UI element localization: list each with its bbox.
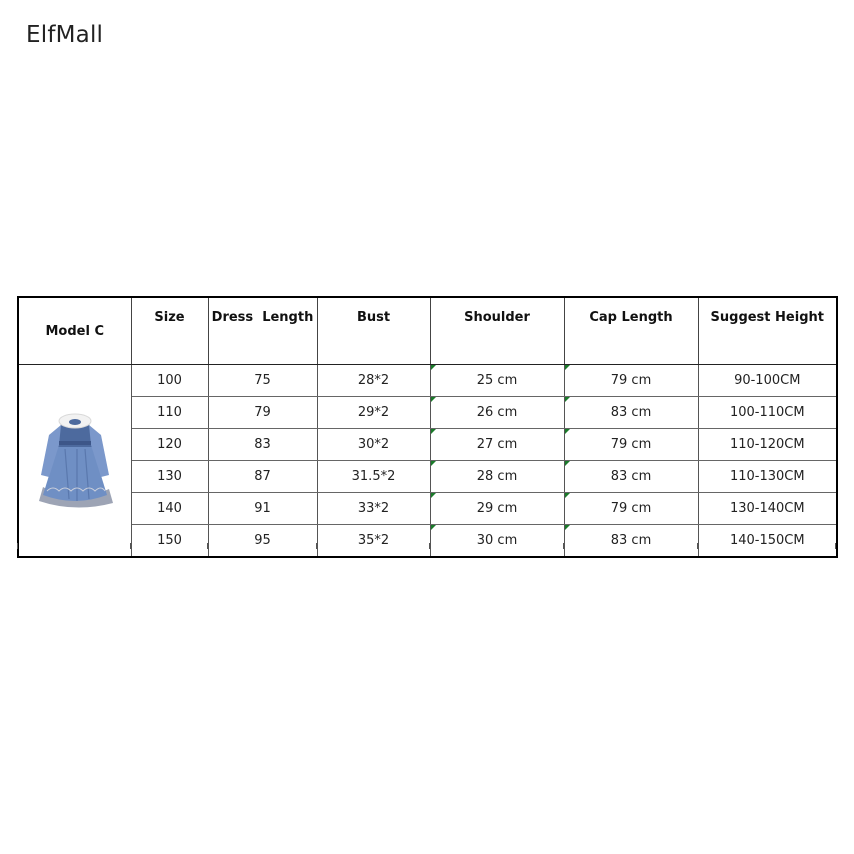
table-row [18,493,837,525]
cell-cap-length: 79 cm [564,493,698,525]
cell-cap-length: 83 cm [564,397,698,429]
cell-shoulder: 26 cm [430,397,564,429]
table-row [18,525,837,558]
cell-size: 140 [131,493,208,525]
cell-cap-length: 79 cm [564,365,698,397]
header-shoulder: Shoulder [430,297,564,365]
cell-dress-length: 83 [208,429,317,461]
cell-suggest-height: 130-140CM [698,493,837,525]
header-dress-length: Dress Length [208,297,317,365]
table-bottom-gridline-stubs [17,543,836,549]
brand-logo-text: ElfMall [26,22,104,48]
table-row [18,429,837,461]
cell-bust: 29*2 [317,397,430,429]
cell-size: 120 [131,429,208,461]
cell-size: 130 [131,461,208,493]
table-row [18,397,837,429]
header-suggest-height: Suggest Height [698,297,837,365]
cell-dress-length: 95 [208,525,317,558]
cell-size: 110 [131,397,208,429]
cell-bust: 30*2 [317,429,430,461]
cell-size: 150 [131,525,208,558]
cell-bust: 31.5*2 [317,461,430,493]
model-label: Model C [18,297,131,365]
header-cap-length: Cap Length [564,297,698,365]
header-size: Size [131,297,208,365]
dress-image [33,409,117,513]
cell-dress-length: 91 [208,493,317,525]
cell-suggest-height: 140-150CM [698,525,837,558]
size-chart-table [17,296,838,558]
header-bust: Bust [317,297,430,365]
product-image-cell [18,365,131,558]
cell-shoulder: 28 cm [430,461,564,493]
table-row [18,461,837,493]
cell-bust: 28*2 [317,365,430,397]
cell-shoulder: 29 cm [430,493,564,525]
cell-cap-length: 79 cm [564,429,698,461]
cell-suggest-height: 110-120CM [698,429,837,461]
cell-dress-length: 79 [208,397,317,429]
cell-cap-length: 83 cm [564,525,698,558]
cell-cap-length: 83 cm [564,461,698,493]
cell-bust: 33*2 [317,493,430,525]
cell-bust: 35*2 [317,525,430,558]
cell-dress-length: 87 [208,461,317,493]
cell-suggest-height: 110-130CM [698,461,837,493]
cell-shoulder: 30 cm [430,525,564,558]
cell-shoulder: 25 cm [430,365,564,397]
cell-shoulder: 27 cm [430,429,564,461]
table-row [18,365,837,397]
cell-suggest-height: 90-100CM [698,365,837,397]
table-header-row [18,297,837,365]
cell-suggest-height: 100-110CM [698,397,837,429]
cell-size: 100 [131,365,208,397]
cell-dress-length: 75 [208,365,317,397]
